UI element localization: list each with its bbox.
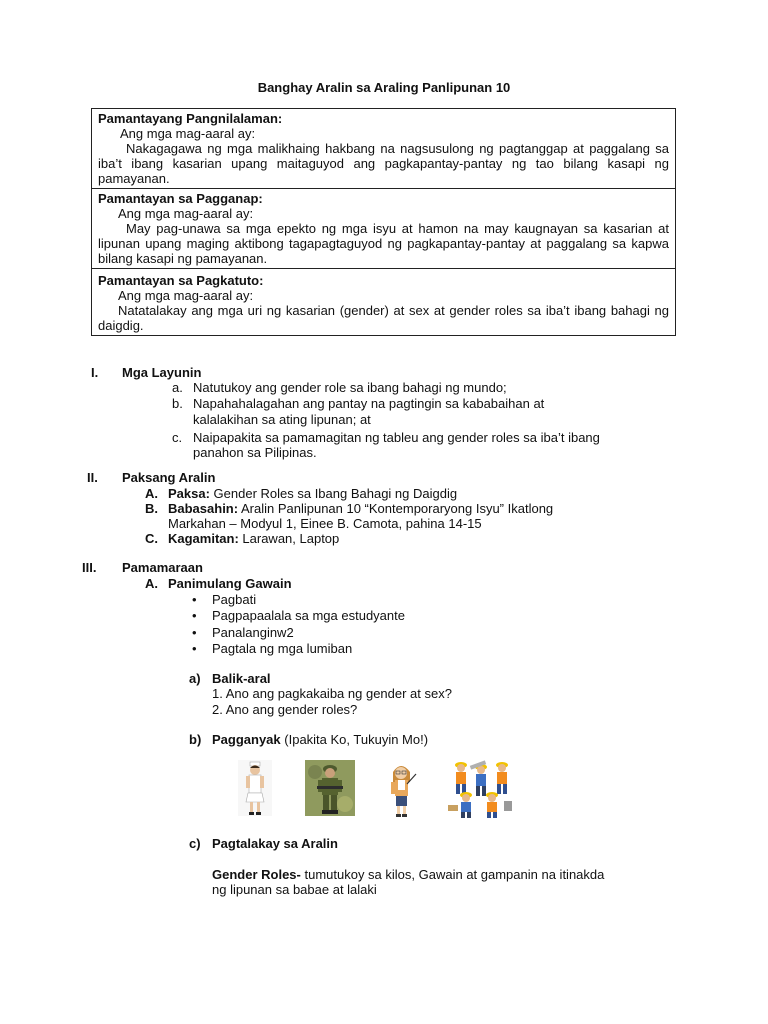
soldier-image xyxy=(305,760,355,816)
pagganyak-note: (Ipakita Ko, Tukuyin Mo!) xyxy=(280,732,429,747)
bullet-text: Panalanginw2 xyxy=(212,625,294,640)
balik-aral-question: 2. Ano ang gender roles? xyxy=(212,702,358,717)
section-heading: Mga Layunin xyxy=(122,365,202,380)
pagganyak-heading: Pagganyak xyxy=(212,732,281,747)
babasahin-line xyxy=(168,501,553,516)
document-title: Banghay Aralin sa Araling Panlipunan 10 xyxy=(257,80,511,95)
paksa-line xyxy=(168,486,457,501)
gender-roles-definition xyxy=(212,867,604,882)
subsection-heading: Panimulang Gawain xyxy=(168,576,292,591)
balik-aral-question: 1. Ano ang pagkakaiba ng gender at sex? xyxy=(212,686,452,701)
standard-learning xyxy=(92,269,675,335)
item-letter: A. xyxy=(145,576,158,591)
section-numeral: II. xyxy=(87,470,98,485)
babasahin-line2: Markahan – Modyul 1, Einee B. Camota, pahina 14-15 xyxy=(168,516,482,531)
teacher-image xyxy=(382,760,420,818)
objective-letter: b. xyxy=(172,396,183,411)
objective-text: Natutukoy ang gender role sa ibang bahagi ng mundo; xyxy=(193,380,507,395)
bullet-icon: • xyxy=(192,625,197,640)
standard-body: Natatalakay ang mga uri ng kasarian (gender) at sex at gender roles sa iba’t ibang bahagi ng daigdig. xyxy=(98,303,669,333)
nurse-image xyxy=(238,760,272,816)
gender-roles-line2: ng lipunan sa babae at lalaki xyxy=(212,882,377,897)
section-heading: Paksang Aralin xyxy=(122,470,216,485)
kagamitan-text: Larawan, Laptop xyxy=(238,531,340,546)
objective-text: Naipapakita sa pamamagitan ng tableu ang gender roles sa iba’t ibang xyxy=(193,430,600,445)
balik-aral-heading: Balik-aral xyxy=(212,671,271,686)
item-letter: a) xyxy=(189,671,201,686)
standards-table xyxy=(91,108,676,336)
kagamitan-line xyxy=(168,531,339,546)
paksa-text: Gender Roles sa Ibang Bahagi ng Daigdig xyxy=(209,486,458,501)
standard-lead: Ang mga mag-aaral ay: xyxy=(120,126,256,141)
standard-heading: Pamantayang Pangnilalaman: xyxy=(98,111,283,126)
objective-text: panahon sa Pilipinas. xyxy=(193,445,317,460)
gender-roles-text: tumutukoy sa kilos, Gawain at gampanin na itinakda xyxy=(300,867,605,882)
standard-lead: Ang mga mag-aaral ay: xyxy=(118,288,254,303)
objective-letter: c. xyxy=(172,430,183,445)
objective-text: Napahahalagahan ang pantay na pagtingin sa kababaihan at xyxy=(193,396,545,411)
section-numeral: III. xyxy=(82,560,97,575)
section-numeral: I. xyxy=(91,365,99,380)
paksa-label: Paksa: xyxy=(168,486,210,501)
pagtalakay-heading: Pagtalakay sa Aralin xyxy=(212,836,338,851)
construction-workers-image xyxy=(446,757,516,819)
babasahin-text: Aralin Panlipunan 10 “Kontemporaryong Isyu” Ikatlong xyxy=(238,501,554,516)
bullet-text: Pagbati xyxy=(212,592,257,607)
item-letter: B. xyxy=(145,501,158,516)
item-letter: b) xyxy=(189,732,202,747)
bullet-icon: • xyxy=(192,592,197,607)
standard-heading: Pamantayan sa Pagganap: xyxy=(98,191,263,206)
standard-lead: Ang mga mag-aaral ay: xyxy=(118,206,254,221)
standard-performance xyxy=(92,189,675,269)
bullet-icon: • xyxy=(192,608,197,623)
pagganyak-line xyxy=(212,732,428,747)
bullet-text: Pagpapaalala sa mga estudyante xyxy=(212,608,405,623)
bullet-text: Pagtala ng mga lumiban xyxy=(212,641,353,656)
babasahin-label: Babasahin: xyxy=(168,501,239,516)
item-letter: c) xyxy=(189,836,201,851)
item-letter: A. xyxy=(145,486,158,501)
standard-body: Nakagagawa ng mga malikhaing hakbang na nagsusulong ng pagtanggap at paggalang sa iba’t ibang kasarian upang maitaguyod ang pagkapantay-pantay ng tao bilang kasapi ng pamayanan. xyxy=(98,141,669,186)
standard-body: May pag-unawa sa mga epekto ng mga isyu at hamon na may kaugnayan sa kasarian at lipunan upang maging aktibong tagapagtaguyod ng pagkapantay-pantay at paggalang sa kapwa bilang kasapi ng pamayanan. xyxy=(98,221,669,266)
gender-roles-label: Gender Roles- xyxy=(212,867,301,882)
standard-content xyxy=(92,109,675,189)
kagamitan-label: Kagamitan: xyxy=(168,531,239,546)
objective-text: kalalakihan sa ating lipunan; at xyxy=(193,412,371,427)
bullet-icon: • xyxy=(192,641,197,656)
standard-heading: Pamantayan sa Pagkatuto: xyxy=(98,273,264,288)
section-heading: Pamamaraan xyxy=(122,560,203,575)
objective-letter: a. xyxy=(172,380,183,395)
item-letter: C. xyxy=(145,531,158,546)
